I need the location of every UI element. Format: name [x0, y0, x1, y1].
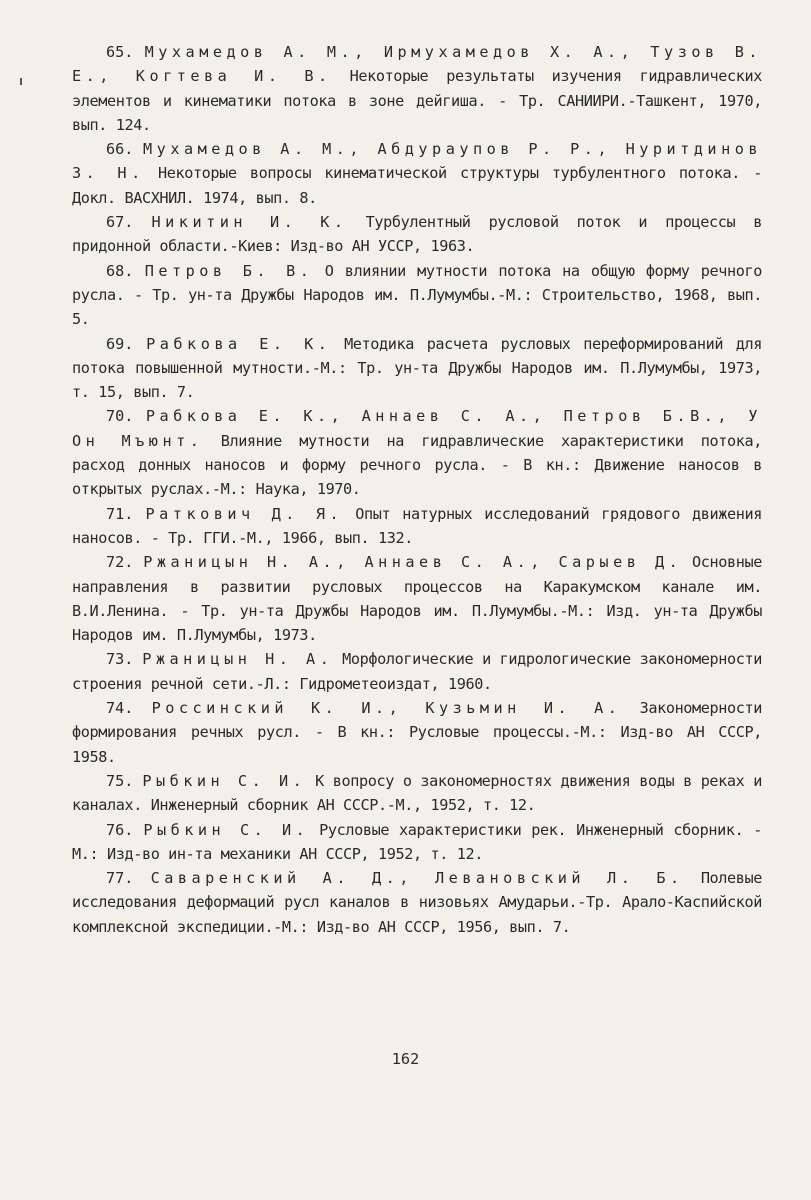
page-number: 162 — [391, 1050, 420, 1068]
reference-entry-66 — [72, 137, 762, 210]
entry-number: 73. — [106, 650, 134, 669]
reference-entry-68 — [72, 259, 762, 332]
entry-authors: Рыбкин С. И. — [142, 771, 307, 790]
entry-number: 69. — [106, 334, 134, 353]
entry-text: Методика расчета русловых переформирований для потока повышенной мутности.-М.: Тр. ун-та Дружбы Народов им. П.Лумумбы, 1973, т. 15, вып. 7. — [72, 334, 763, 402]
reference-list — [72, 40, 762, 939]
entry-number: 77. — [106, 869, 134, 888]
entry-text: Опыт натурных исследований грядового движения наносов. - Тр. ГГИ.-М., 1966, вып. 132. — [72, 504, 763, 547]
entry-text: К вопросу о закономерностях движения воды в реках и каналах. Инженерный сборник АН СССР.-М., 1952, т. 12. — [72, 771, 763, 815]
reference-entry-70 — [72, 404, 762, 501]
entry-authors: Петров Б. В. — [144, 261, 314, 280]
entry-text: Морфологические и гидрологические закономерности строения речной сети.-Л.: Гидрометеоиздат, 1960. — [72, 650, 762, 693]
entry-number: 72. — [106, 553, 134, 572]
reference-entry-77 — [72, 866, 762, 939]
entry-number: 65. — [106, 43, 134, 61]
entry-text: Закономерности формирования речных русл. - В кн.: Русловые процессы.-М.: Изд-во АН СССР, 1958. — [72, 699, 763, 766]
entry-authors: Саваренский А. Д., Левановский Л. Б. — [150, 869, 684, 888]
entry-text: Полевые исследования деформаций русл каналов в низовьях Амударьи.-Тр. Арало-Каспийской комплексной экспедиции.-М.: Изд-во АН СССР, 1956, вып. 7. — [72, 869, 763, 936]
entry-text: Русловые характеристики рек. Инженерный сборник. - М.: Изд-во ин-та механики АН СССР, 1952, т. 12. — [72, 820, 762, 863]
reference-entry-75 — [72, 769, 762, 818]
entry-text: Некоторые результаты изучения гидравлических элементов и кинематики потока в зоне дейгиша. - Тр. САНИИРИ.-Ташкент, 1970, вып. 124. — [72, 67, 762, 134]
entry-authors: Рабкова Е. К. — [146, 334, 332, 353]
reference-entry-71 — [72, 502, 762, 551]
entry-text: Турбулентный русловой поток и процессы в придонной области.-Киев: Изд-во АН УССР, 1963. — [72, 213, 763, 256]
entry-text: Влияние мутности на гидравлические характеристики потока, расход донных наносов и форму речного русла. - В кн.: Движение наносов в открытых руслах.-М.: Наука, 1970. — [72, 431, 762, 499]
reference-entry-74 — [72, 696, 762, 769]
entry-number: 76. — [106, 820, 134, 839]
entry-authors: Мухамедов А. М., Абдураупов Р. Р., Нуритдинов З. Н. — [72, 140, 763, 183]
entry-authors: Рыбкин С. И. — [143, 820, 310, 839]
reference-entry-72 — [72, 550, 762, 647]
entry-authors: Раткович Д. Я. — [145, 504, 344, 523]
entry-number: 68. — [106, 261, 134, 280]
entry-authors: Рабкова Е. К., Аннаев С. А., Петров Б.В., У Он Мъюнт. — [72, 407, 762, 450]
reference-entry-69 — [72, 332, 762, 405]
entry-number: 71. — [106, 504, 134, 523]
entry-authors: Ржаницын Н. А. — [142, 650, 334, 669]
reference-entry-73 — [72, 647, 762, 696]
entry-text: О влиянии мутности потока на общую форму речного русла. - Тр. ун-та Дружбы Народов им. П.Лумумбы.-М.: Строительство, 1968, вып. 5. — [72, 261, 762, 329]
entry-authors: Никитин И. К. — [151, 213, 348, 232]
entry-authors: Мухамедов А. М., Ирмухамедов Х. А., Тузов В. Е., Когтева И. В. — [72, 43, 762, 86]
reference-entry-67 — [72, 210, 762, 259]
entry-number: 74. — [106, 699, 134, 718]
reference-entry-76 — [72, 818, 762, 867]
entry-authors: Россинский К. И., Кузьмин И. А. — [151, 699, 622, 718]
entry-number: 70. — [106, 407, 134, 426]
entry-number: 67. — [106, 213, 134, 232]
reference-entry-65 — [72, 40, 762, 137]
entry-text: Некоторые вопросы кинематической структуры турбулентного потока. - Докл. ВАСХНИЛ. 1974, вып. 8. — [72, 164, 763, 207]
entry-authors: Ржаницын Н. А., Аннаев С. А., Сарыев Д. — [143, 553, 683, 572]
entry-number: 75. — [106, 771, 134, 790]
margin-mark — [20, 78, 22, 85]
entry-number: 66. — [106, 140, 134, 159]
entry-text: Основные направления в развитии русловых процессов на Каракумском канале им. В.И.Ленина. - Тр. ун-та Дружбы Народов им. П.Лумумбы.-М.: Изд. ун-та Дружбы Народов им. П.Лумумбы, 1973. — [72, 553, 762, 645]
